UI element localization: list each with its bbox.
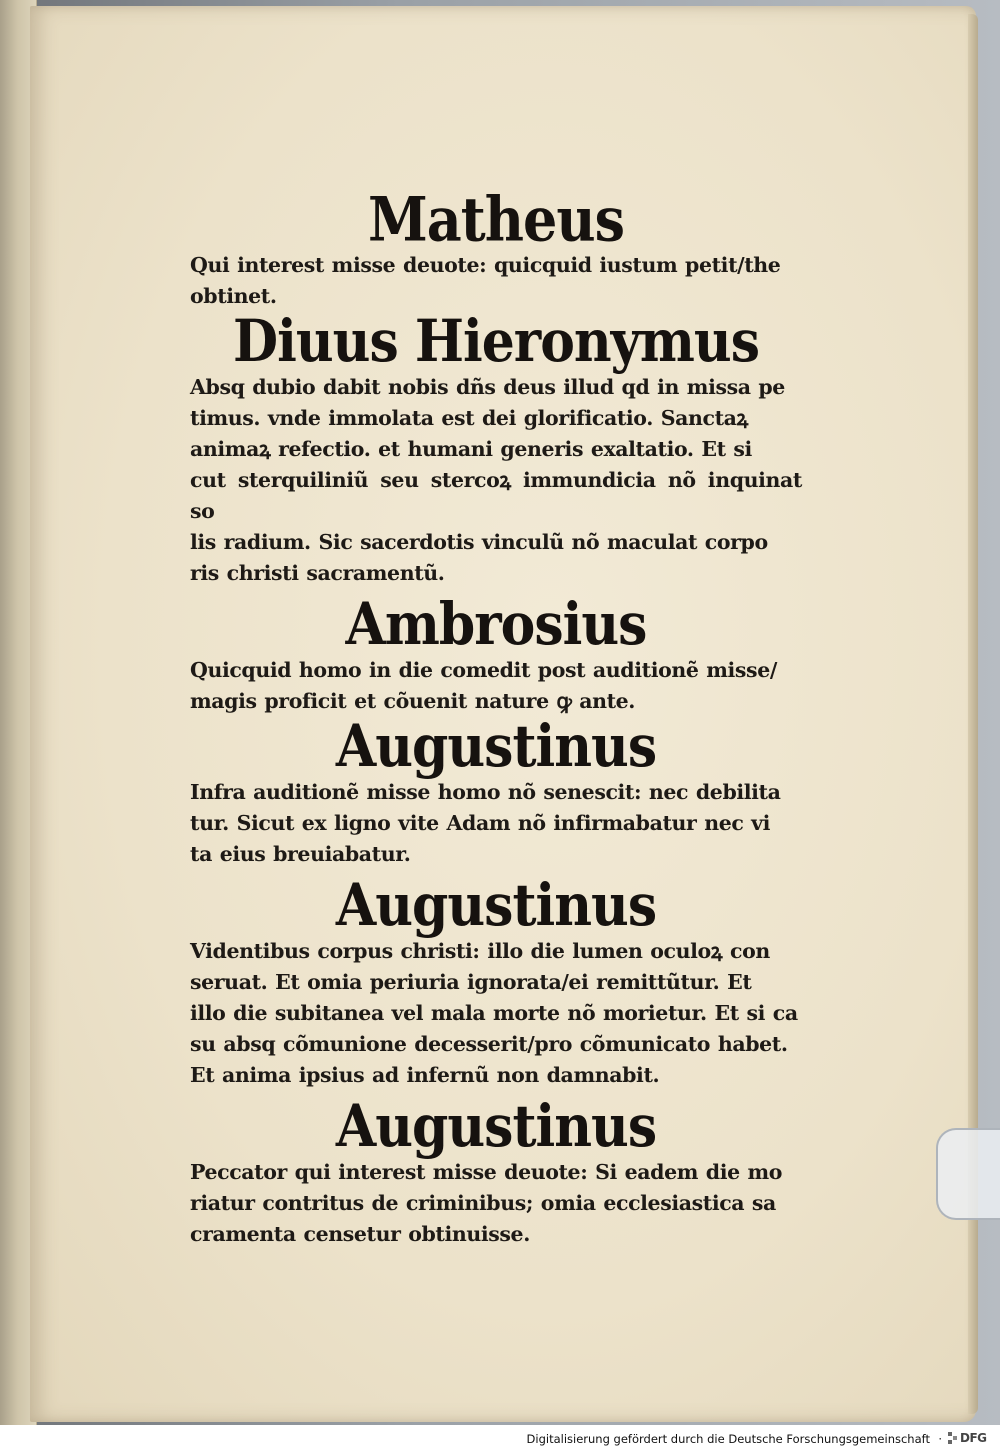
section-text: Qui interest misse deuote: quicquid iustum petit/the obtinet. — [190, 253, 781, 308]
section-heading: Ambrosius — [345, 590, 647, 659]
section-heading: Matheus — [368, 183, 624, 255]
section-text: Absq dubio dabit nobis dñs deus illud qd in missa pe timus. vnde immolata est dei glorificatio. Sanctaꝝ animaꝝ refectio. et humani generis exaltatio. Et si cut sterquiliniũ seu stercoꝝ immundicia nõ inquinat so lis radium. Sic sacerdotis vinculũ nõ maculat corpo ris christi sacramentũ. — [190, 375, 802, 585]
funding-credit: Digitalisierung gefördert durch die Deutsche Forschungsgemeinschaft — [526, 1432, 930, 1446]
section-text: Quicquid homo in die comedit post auditionẽ misse/ magis proficit et cõuenit nature ꝙ ante. — [190, 658, 777, 713]
scanner-clip — [936, 1128, 1000, 1220]
digitization-footer — [0, 1425, 1000, 1452]
dfg-logo-icon — [948, 1432, 958, 1444]
section-heading: Augustinus — [335, 712, 657, 781]
page-text-block — [190, 183, 802, 1250]
section-heading: Augustinus — [335, 871, 657, 940]
section-heading: Augustinus — [335, 1092, 657, 1161]
section-text: Infra auditionẽ misse homo nõ senescit: nec debilita tur. Sicut ex ligno vite Adam nõ infirmabatur nec vi ta eius breuiabatur. — [190, 780, 781, 866]
section-text: Peccator qui interest misse deuote: Si eadem die mo riatur contritus de criminibus; omia ecclesiastica sa cramenta censetur obtinuisse. — [190, 1160, 783, 1246]
footer-separator: · — [938, 1432, 942, 1446]
section-heading: Diuus Hieronymus — [232, 307, 759, 376]
dfg-logo — [948, 1430, 992, 1446]
section-text: Videntibus corpus christi: illo die lumen oculoꝝ con seruat. Et omia periuria ignorata/ei remittũtur. Et illo die subitanea vel mala morte nõ morietur. Et si ca su absq cõmunione decesserit/pro cõmunicato habet. Et anima ipsius ad infernũ non damnabit. — [190, 939, 798, 1087]
dfg-logo-text: DFG — [960, 1431, 987, 1445]
